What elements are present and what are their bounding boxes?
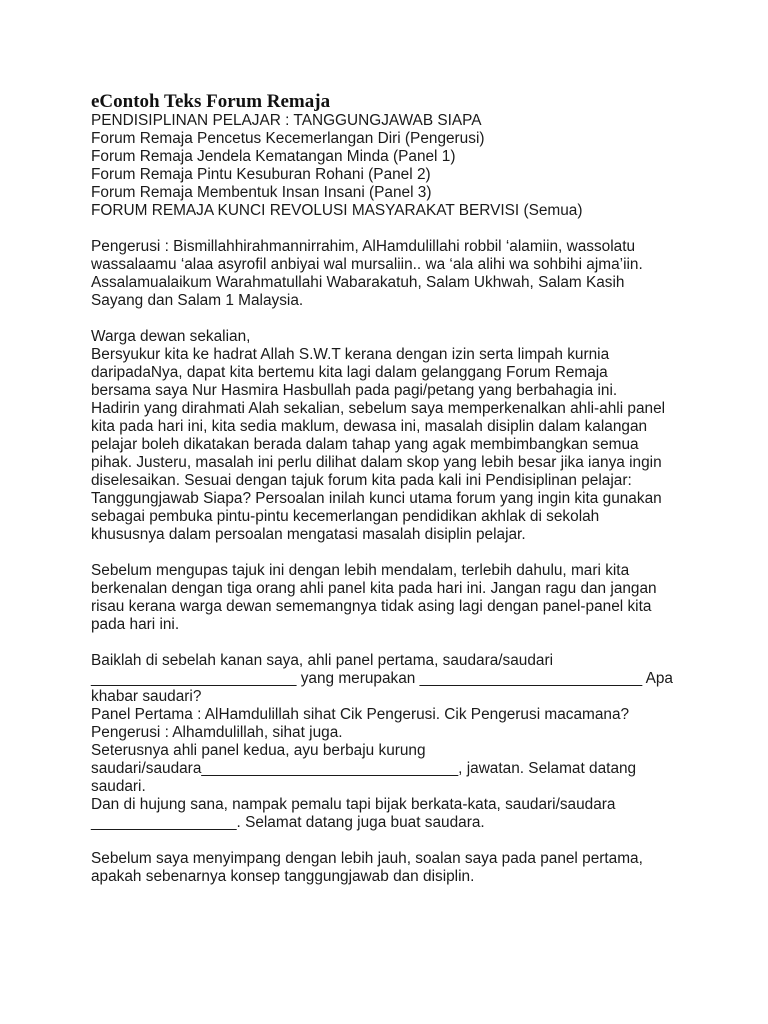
text-line: Forum Remaja Pintu Kesuburan Rohani (Panel 2) <box>91 166 431 183</box>
text-line: diselesaikan. Sesuai dengan tajuk forum kita pada kali ini Pendisiplinan pelajar: <box>91 472 632 489</box>
text-line: pelajar boleh dikatakan berada dalam tahap yang agak membimbangkan semua <box>91 436 639 453</box>
paragraph <box>91 112 731 220</box>
text-line: pada hari ini. <box>91 616 180 633</box>
text-line: risau kerana warga dewan sememangnya tidak asing lagi dengan panel-panel kita <box>91 598 652 615</box>
paragraph-gap <box>91 832 731 850</box>
text-line: kita pada hari ini, kita sedia maklum, dewasa ini, masalah disiplin dalam kalangan <box>91 418 648 435</box>
paragraph <box>91 562 731 634</box>
text-line: khususnya dalam persoalan mengatasi masalah disiplin pelajar. <box>91 526 526 543</box>
text-line: Panel Pertama : AlHamdulillah sihat Cik Pengerusi. Cik Pengerusi macamana? <box>91 706 630 723</box>
text-line: Warga dewan sekalian, <box>91 328 251 345</box>
text-line: Baiklah di sebelah kanan saya, ahli panel pertama, saudara/saudari <box>91 652 554 669</box>
paragraph-gap <box>91 544 731 562</box>
paragraph <box>91 850 731 886</box>
text-line: Hadirin yang dirahmati Alah sekalian, sebelum saya memperkenalkan ahli-ahli panel <box>91 400 666 417</box>
text-line: Sebelum saya menyimpang dengan lebih jauh, soalan saya pada panel pertama, <box>91 850 643 867</box>
paragraph <box>91 652 731 832</box>
text-line: khabar saudari? <box>91 688 202 705</box>
document-body <box>91 112 731 886</box>
text-line: ________________________ yang merupakan __________________________ Apa <box>91 670 673 687</box>
text-line: Pengerusi : Bismillahhirahmannirrahim, AlHamdulillahi robbil ‘alamiin, wassolatu <box>91 238 636 255</box>
text-line: Sebelum mengupas tajuk ini dengan lebih mendalam, terlebih dahulu, mari kita <box>91 562 630 579</box>
text-line: pihak. Justeru, masalah ini perlu dilihat dalam skop yang lebih besar jika ianya ingin <box>91 454 662 471</box>
text-line: berkenalan dengan tiga orang ahli panel kita pada hari ini. Jangan ragu dan jangan <box>91 580 657 597</box>
text-line: Forum Remaja Pencetus Kecemerlangan Diri (Pengerusi) <box>91 130 485 147</box>
paragraph <box>91 328 731 544</box>
text-line: Bersyukur kita ke hadrat Allah S.W.T kerana dengan izin serta limpah kurnia <box>91 346 610 363</box>
document-title: eContoh Teks Forum Remaja <box>91 91 331 112</box>
paragraph-gap <box>91 220 731 238</box>
text-line: PENDISIPLINAN PELAJAR : TANGGUNGJAWAB SIAPA <box>91 112 482 129</box>
text-line: saudari. <box>91 778 146 795</box>
text-line: Dan di hujung sana, nampak pemalu tapi bijak berkata-kata, saudari/saudara <box>91 796 616 813</box>
text-line: wassalaamu ‘alaa asyrofil anbiyai wal mursaliin.. wa ‘ala alihi wa sohbihi ajma’iin. <box>91 256 643 273</box>
text-line: Forum Remaja Jendela Kematangan Minda (Panel 1) <box>91 148 456 165</box>
text-line: bersama saya Nur Hasmira Hasbullah pada pagi/petang yang berbahagia ini. <box>91 382 618 399</box>
text-line: Forum Remaja Membentuk Insan Insani (Panel 3) <box>91 184 432 201</box>
paragraph-gap <box>91 634 731 652</box>
text-line: sebagai pembuka pintu-pintu kecemerlangan pendidikan akhlak di sekolah <box>91 508 600 525</box>
text-line: Pengerusi : Alhamdulillah, sihat juga. <box>91 724 343 741</box>
text-line: Sayang dan Salam 1 Malaysia. <box>91 292 304 309</box>
text-line: apakah sebenarnya konsep tanggungjawab dan disiplin. <box>91 868 475 885</box>
paragraph-gap <box>91 310 731 328</box>
paragraph <box>91 238 731 310</box>
text-line: Assalamualaikum Warahmatullahi Wabarakatuh, Salam Ukhwah, Salam Kasih <box>91 274 625 291</box>
text-line: FORUM REMAJA KUNCI REVOLUSI MASYARAKAT BERVISI (Semua) <box>91 202 583 219</box>
text-line: daripadaNya, dapat kita bertemu kita lagi dalam gelanggang Forum Remaja <box>91 364 608 381</box>
text-line: _________________. Selamat datang juga buat saudara. <box>91 814 485 831</box>
text-line: Tanggungjawab Siapa? Persoalan inilah kunci utama forum yang ingin kita gunakan <box>91 490 662 507</box>
text-line: Seterusnya ahli panel kedua, ayu berbaju kurung <box>91 742 426 759</box>
text-line: saudari/saudara______________________________, jawatan. Selamat datang <box>91 760 637 777</box>
